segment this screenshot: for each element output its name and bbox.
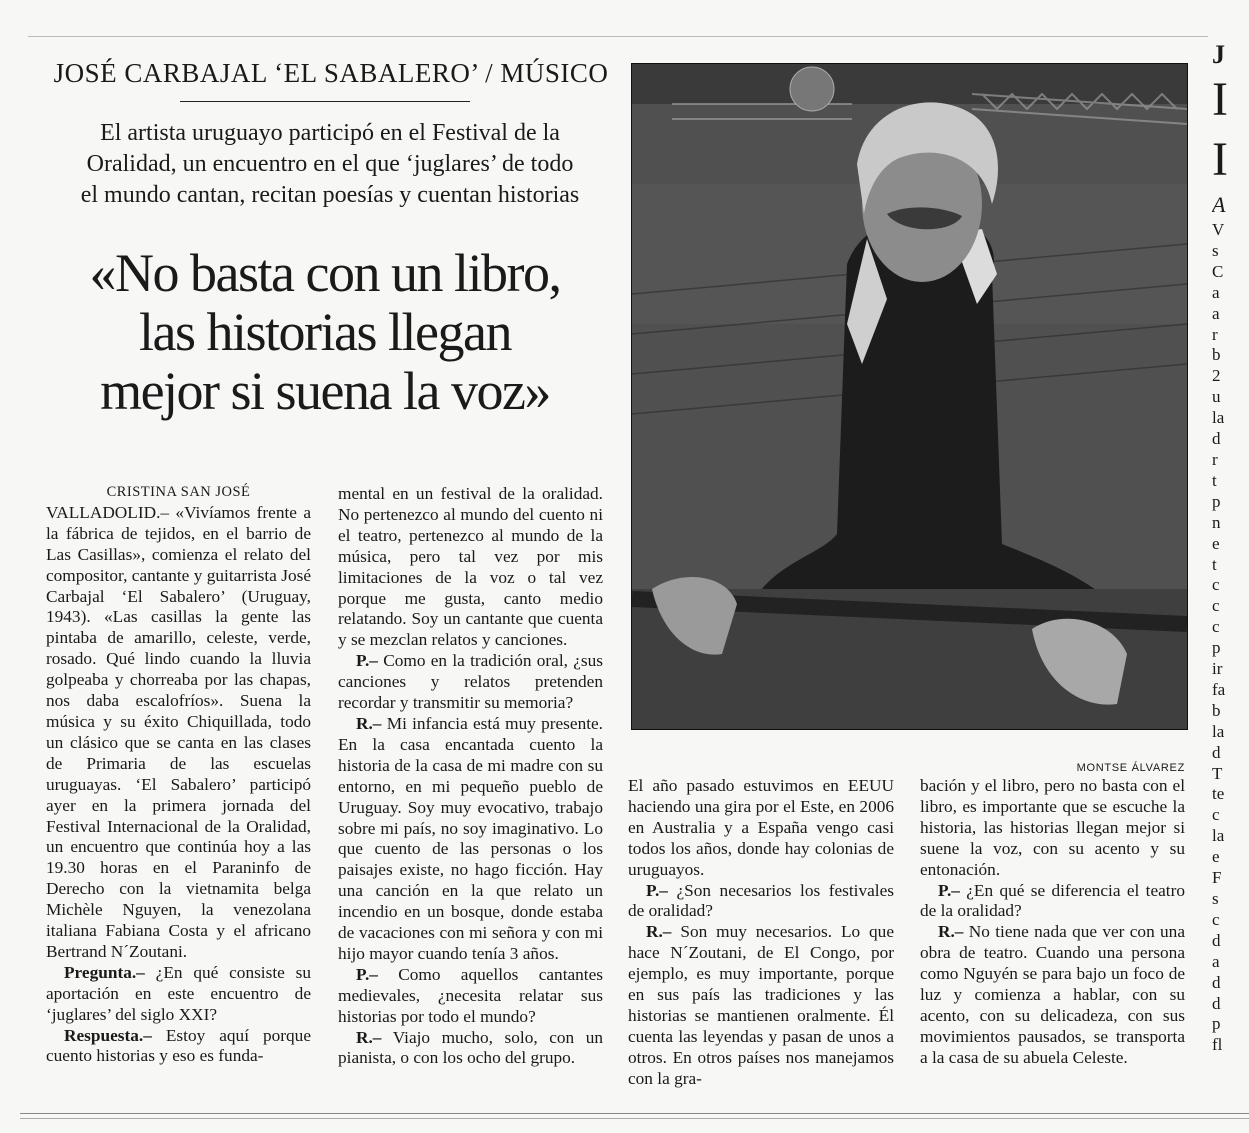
edge-fragment: e — [1212, 533, 1220, 553]
question-label: P.– — [938, 880, 960, 900]
article-deck — [40, 118, 620, 211]
question — [46, 963, 311, 1026]
portrait-illustration — [632, 64, 1187, 729]
byline: CRISTINA SAN JOSÉ — [106, 484, 251, 500]
headline-line: «No basta con un libro, — [89, 243, 561, 303]
edge-fragment: a — [1212, 951, 1220, 971]
deck-line: El artista uruguayo participó en el Festival de la — [100, 120, 560, 146]
edge-fragment: fl — [1212, 1035, 1223, 1055]
edge-fragment: 2 — [1212, 366, 1221, 386]
answer-text: No tiene nada que ver con una obra de teatro. Cuando una persona como Nguyén se para bajo un foco de luz y comienza a hablar, con su acento, con su delicadeza, con sus movimientos pausados, se transporta a la casa de su abuela Celeste. — [920, 922, 1185, 1067]
answer-label: R.– — [646, 922, 672, 942]
question-text: Como en la tradición oral, ¿sus canciones y relatos pretenden recordar y transmitir su memoria? — [338, 651, 603, 713]
edge-fragment: s — [1212, 240, 1219, 260]
edge-fragment: b — [1212, 345, 1221, 365]
edge-fragment: d — [1212, 930, 1221, 950]
edge-fragment: c — [1212, 596, 1220, 616]
edge-fragment: la — [1212, 721, 1225, 741]
answer-label: R.– — [356, 713, 382, 733]
question — [338, 965, 603, 1028]
edge-fragment: la — [1212, 826, 1225, 846]
edge-fragment: T — [1212, 763, 1223, 783]
question-text: ¿En qué se diferencia el teatro de la oralidad? — [920, 880, 1185, 921]
edge-fragment: r — [1212, 449, 1218, 469]
answer — [628, 922, 894, 1089]
edge-fragment: c — [1212, 909, 1220, 929]
edge-fragment: J — [1212, 40, 1225, 69]
edge-fragment: c — [1212, 575, 1220, 595]
edge-fragment: s — [1212, 889, 1219, 908]
edge-fragment: F — [1212, 868, 1222, 888]
edge-fragment: t — [1212, 470, 1217, 490]
edge-fragment: I — [1212, 73, 1228, 126]
question — [628, 881, 894, 923]
answer — [920, 922, 1185, 1068]
article-kicker: JOSÉ CARBAJAL ‘EL SABALERO’ / MÚSICO — [53, 58, 609, 88]
edge-fragment: d — [1212, 972, 1221, 992]
answer-text: Son muy necesarios. Lo que hace N´Zoutani, de El Congo, por ejemplo, es muy importante, porque en sus país las tradiciones y las historias se mantienen oralmente. Él cuenta las leyendas y pasan de unos a otros. En otros países nos manejamos con la gra- — [628, 922, 894, 1088]
edge-fragment: a — [1212, 303, 1220, 323]
answer-label: R.– — [356, 1027, 382, 1047]
text-column-2 — [338, 484, 603, 1069]
article-headline — [30, 244, 620, 421]
question — [338, 651, 603, 714]
edge-fragment: d — [1212, 742, 1221, 762]
question-text: ¿En qué consiste su aportación en este encuentro de ‘juglares’ del siglo XXI? — [46, 962, 311, 1024]
answer-text: Viajo mucho, solo, con un pianista, o con los ocho del grupo. — [338, 1027, 603, 1068]
paragraph — [46, 503, 311, 963]
text-column-3 — [628, 776, 894, 1090]
text-column-4 — [920, 776, 1185, 1069]
paragraph-text: El año pasado estuvimos en EEUU haciendo una gira por el Este, en 2006 en Australia y a España vengo casi todos los años, donde hay colonias de uruguayos. — [628, 776, 894, 879]
question-text: ¿Son necesarios los festivales de oralidad? — [628, 880, 894, 921]
deck-line: el mundo cantan, recitan poesías y cuentan historias — [80, 182, 580, 208]
edge-fragment: c — [1212, 805, 1220, 825]
deck-line: Oralidad, un encuentro en el que ‘juglares’ de todo — [86, 151, 574, 177]
edge-fragment: t — [1212, 554, 1217, 574]
paragraph-text: VALLADOLID.– «Vivíamos frente a la fábrica de tejidos, en el barrio de Las Casillas», comienza el relato del compositor, cantante y guitarrista José Carbajal ‘El Sabalero’ (Uruguay, 1943). «Las casillas la gente las pintaba de amarillo, celeste, verde, rosado. Qué lindo cuando la lluvia golpeaba y chorreaba por las chapas, nos daba escalofríos». Suena la música y su éxito Chiquillada, todo un clásico que se canta en las clases de Primaria de las escuelas uruguayas. ‘El Sabalero’ participó ayer en la primera jornada del Festival Internacional de la Oralidad, un encuentro que continúa hoy a las 19.30 horas en el Paraninfo de Derecho con la vietnamita belga Michèle Nguyen, la venezolana italiana Fabiana Costa y el africano Bertrand N´Zoutani. — [46, 502, 311, 961]
paragraph-text: bación y el libro, pero no basta con el libro, es importante que se escuche la historia, las historias llegan mejor si suene la voz, con su acento y su entonación. — [920, 776, 1185, 879]
edge-fragment: C — [1212, 261, 1224, 281]
paragraph — [628, 776, 894, 881]
edge-fragment: e — [1212, 847, 1220, 867]
photo-credit: MONTSE ÁLVAREZ — [1076, 762, 1185, 774]
edge-fragment: V — [1212, 220, 1225, 239]
edge-fragment: A — [1212, 192, 1226, 217]
edge-fragment: p — [1212, 638, 1221, 658]
edge-fragment: u — [1212, 387, 1221, 407]
top-rule — [28, 36, 1208, 37]
headline-line: mejor si suena la voz» — [100, 361, 550, 421]
answer-text: Mi infancia está muy presente. En la casa encantada cuento la historia de la casa de mi madre con su entorno, en mi pequeño pueblo de Uruguay. Soy muy evocativo, trabajo sobre mi país, no soy imaginativo. Lo que cuento de las personas o los paisajes existe, no hago ficción. Hay una canción en la que relato un incendio en un bosque, donde estaba de vacaciones con mi señora y con mi hijo mayor cuando tenía 3 años. — [338, 713, 603, 963]
edge-fragment: a — [1212, 282, 1220, 302]
question-text: Como aquellos cantantes medievales, ¿necesita relatar sus historias por todo el mundo? — [338, 964, 603, 1026]
text-column-1 — [46, 482, 311, 1067]
edge-fragment: r — [1212, 324, 1218, 344]
adjacent-article-fragment — [1212, 40, 1249, 1110]
edge-fragment: b — [1212, 700, 1221, 720]
bottom-rule — [20, 1113, 1249, 1114]
bottom-rule — [20, 1118, 1249, 1119]
answer — [46, 1026, 311, 1068]
answer — [338, 714, 603, 965]
edge-fragment: p — [1212, 1014, 1221, 1034]
edge-fragment: I — [1212, 133, 1228, 186]
portrait-photo — [631, 63, 1188, 730]
edge-fragment: la — [1212, 408, 1225, 428]
edge-fragment: d — [1212, 429, 1221, 449]
edge-fragment: ir — [1212, 659, 1223, 679]
edge-fragment: p — [1212, 491, 1221, 511]
question-label: P.– — [356, 964, 378, 984]
kicker-underline — [180, 101, 470, 102]
question-label: P.– — [646, 880, 668, 900]
question-label: P.– — [356, 651, 378, 671]
answer — [338, 1028, 603, 1070]
question-label: Pregunta.– — [64, 962, 145, 982]
question — [920, 881, 1185, 923]
answer-label: R.– — [938, 922, 964, 942]
edge-fragment: c — [1212, 617, 1220, 637]
paragraph — [920, 776, 1185, 881]
answer-label: Respuesta.– — [64, 1025, 152, 1045]
edge-fragment: n — [1212, 512, 1221, 532]
edge-fragment: d — [1212, 993, 1221, 1013]
answer-text: Estoy aquí porque cuento historias y eso es funda- — [46, 1025, 311, 1066]
headline-line: las historias llegan — [139, 302, 511, 362]
paragraph-text: mental en un festival de la oralidad. No pertenezco al mundo del cuento ni el teatro, pertenezco al mundo de la música, pero tal vez por mis limitaciones de la voz o tal vez porque me gusta, canto medio relatando. Soy un cantante que cuenta y se mezclan relatos y canciones. — [338, 484, 603, 650]
edge-fragment: te — [1212, 784, 1225, 804]
paragraph — [338, 484, 603, 651]
edge-fragment: fa — [1212, 679, 1226, 699]
